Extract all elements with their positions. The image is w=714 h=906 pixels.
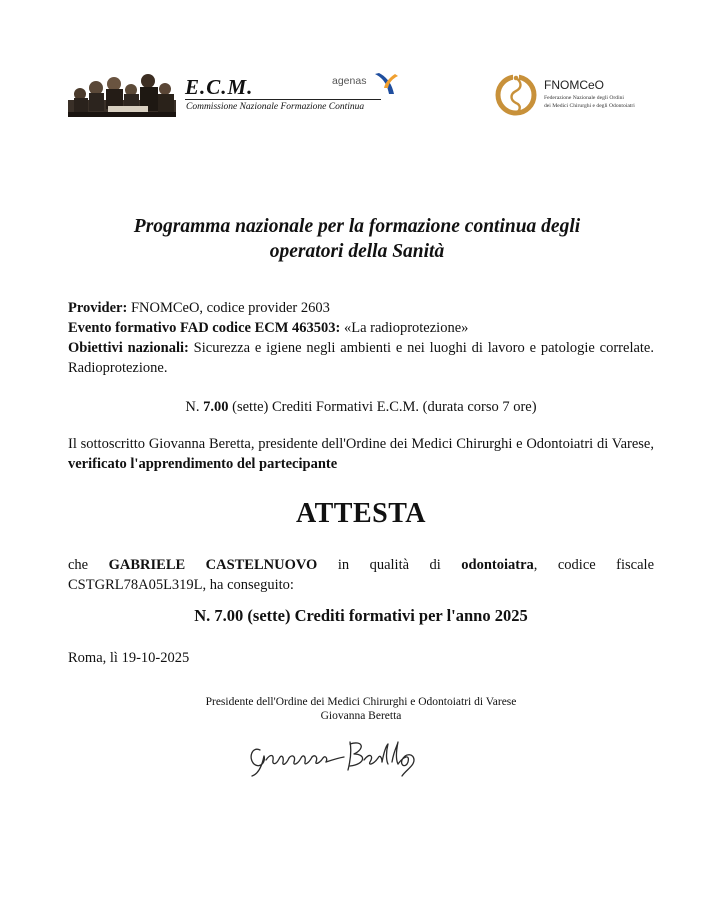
che-prefix: che [68,557,109,573]
sottoscritto-text: Il sottoscritto Giovanna Beretta, presidente dell'Ordine dei Medici Chirurghi e Odontoiatri di Varese, [68,436,654,452]
document-title [60,214,654,264]
ecm-subtitle: Commissione Nazionale Formazione Continua [186,102,365,112]
fiscal-text: , codice fiscale CSTGRL78A05L319L, ha conseguito: [68,557,655,593]
title-line-1: Programma nazionale per la formazione continua degli [133,216,581,237]
obiettivi-value: Sicurezza e igiene negli ambienti e nei luoghi di lavoro e patologie correlate. Radioprotezione. [68,340,654,376]
president-block [68,695,654,723]
evento-line [68,318,654,338]
president-name: Giovanna Beretta [320,710,402,722]
agenas-mark-icon [373,72,399,96]
evento-label: Evento formativo FAD codice ECM 463503: [68,320,341,336]
signature-icon [246,732,426,780]
sottoscritto-paragraph [68,434,654,474]
sottoscritto-bold: verificato l'apprendimento del partecipante [68,456,338,472]
obiettivi-label: Obiettivi nazionali: [68,340,189,356]
fnomceo-emblem-icon [494,72,538,118]
provider-line [68,298,654,318]
attesta-heading: ATTESTA [295,498,427,529]
qualita-text: in qualità di [317,557,462,573]
place-date: Roma, lì 19-10-2025 [68,650,190,666]
credits-prefix: N. [185,399,204,415]
obiettivi-line [68,338,654,378]
fnomceo-logo [494,72,664,120]
evento-value: «La radioprotezione» [340,320,469,336]
credits-line [68,397,654,417]
fnomceo-name: FNOMCeO [544,78,604,92]
title-line-2: operatori della Sanità [269,241,445,262]
course-info [68,298,654,378]
credits-value: 7.00 [203,399,229,415]
award-line: N. 7.00 (sette) Crediti formativi per l'anno 2025 [194,606,528,625]
ecm-painting-icon [68,72,176,117]
fnomceo-subtitle-line2: dei Medici Chirurghi e degli Odontoiatri [544,103,635,109]
provider-value: FNOMCeO, codice provider 2603 [127,300,330,316]
agenas-label: agenas [332,75,367,87]
ecm-title: E.C.M. [185,75,254,99]
president-title: Presidente dell'Ordine dei Medici Chirurghi e Odontoiatri di Varese [205,696,517,708]
participant-name: GABRIELE CASTELNUOVO [108,557,318,573]
participant-paragraph [68,555,654,595]
fnomceo-subtitle-line1: Federazione Nazionale degli Ordini [544,95,624,101]
provider-label: Provider: [68,300,128,316]
agenas-logo [332,72,402,96]
profession: odontoiatra [461,557,534,573]
ecm-divider [185,99,381,100]
credits-suffix: (sette) Crediti Formativi E.C.M. (durata corso 7 ore) [228,399,537,415]
